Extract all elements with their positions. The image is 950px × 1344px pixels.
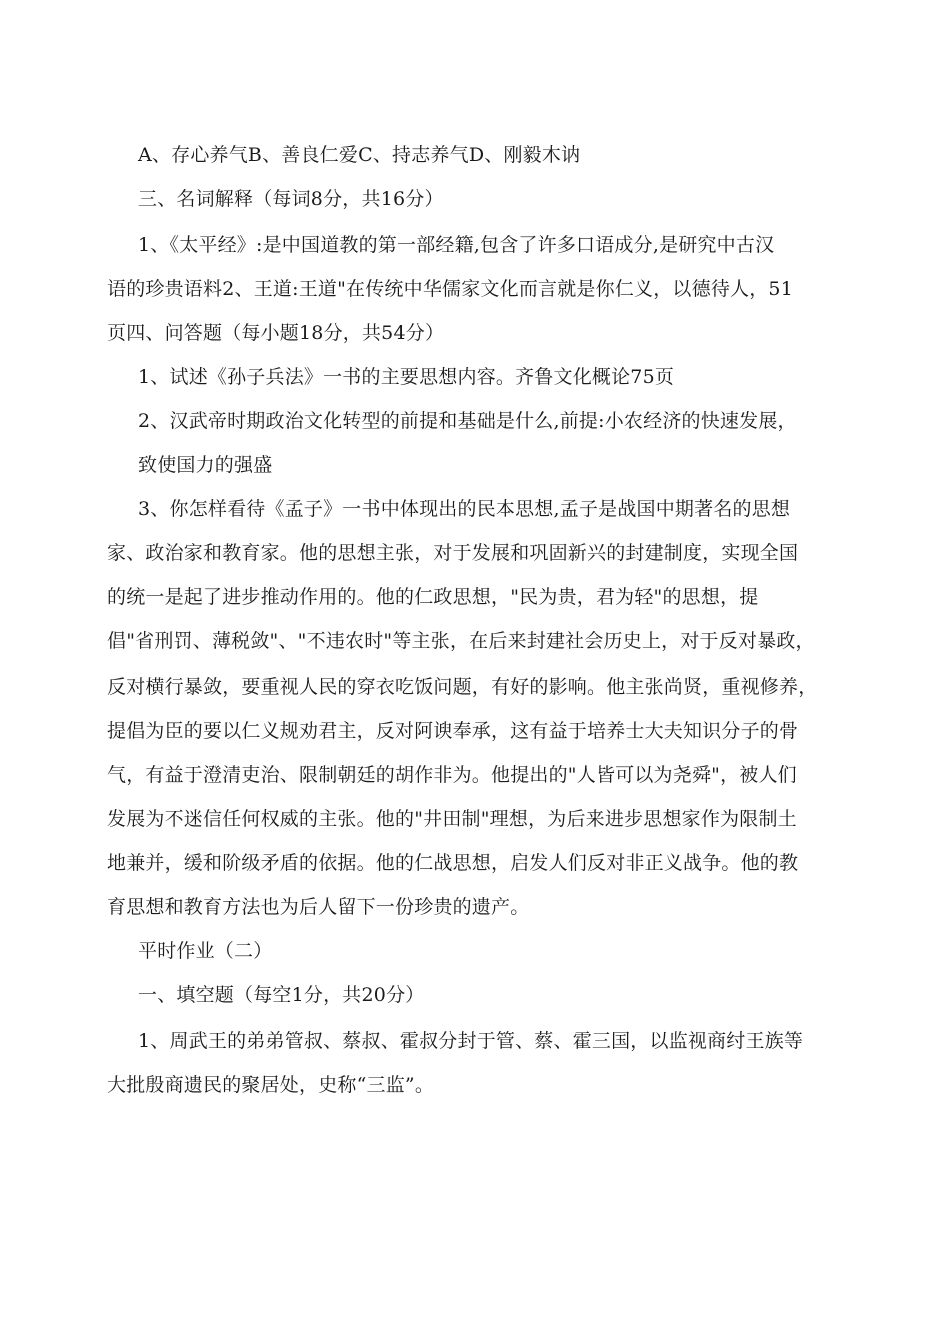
section-heading-fill-blank: 一、填空题（每空1分，共20分） <box>138 984 425 1006</box>
paragraph-line: 提倡为臣的要以仁义规劝君主，反对阿谀奉承，这有益于培养士大夫知识分子的骨 <box>107 720 799 742</box>
paragraph-line: 的统一是起了进步推动作用的。他的仁政思想，"民为贵，君为轻"的思想，提 <box>107 586 759 608</box>
section-title-homework-2: 平时作业（二） <box>138 940 273 962</box>
paragraph-line: 1、《太平经》:是中国道教的第一部经籍,包含了许多口语成分,是研究中古汉 <box>138 234 775 256</box>
question-2-line: 2、汉武帝时期政治文化转型的前提和基础是什么,前提:小农经济的快速发展， <box>138 410 797 432</box>
paragraph-line: 倡"省刑罚、薄税敛"、"不违农时"等主张，在后来封建社会历史上，对于反对暴政， <box>107 630 815 652</box>
paragraph-line: 语的珍贵语料2、王道:王道"在传统中华儒家文化而言就是你仁义，以德待人，51 <box>107 278 794 300</box>
paragraph-line: 家、政治家和教育家。他的思想主张，对于发展和巩固新兴的封建制度，实现全国 <box>107 542 799 564</box>
question-3-line: 3、你怎样看待《孟子》一书中体现出的民本思想,孟子是战国中期著名的思想 <box>138 498 791 520</box>
paragraph-line: 地兼并，缓和阶级矛盾的依据。他的仁战思想，启发人们反对非正义战争。他的教 <box>107 852 799 874</box>
paragraph-line: 1、周武王的弟弟管叔、蔡叔、霍叔分封于管、蔡、霍三国，以监视商纣王族等 <box>138 1030 804 1052</box>
paragraph-line: 发展为不迷信任何权威的主张。他的"井田制"理想，为后来进步思想家作为限制土 <box>107 808 797 830</box>
paragraph-line: 育思想和教育方法也为后人留下一份珍贵的遗产。 <box>107 896 530 918</box>
section-heading-term-explanation: 三、名词解释（每词8分，共16分） <box>138 188 444 210</box>
question-2-continuation: 致使国力的强盛 <box>138 454 273 476</box>
question-1-line: 1、试述《孙子兵法》一书的主要思想内容。齐鲁文化概论75页 <box>138 366 675 388</box>
paragraph-line: 反对横行暴敛，要重视人民的穿衣吃饭问题，有好的影响。他主张尚贤，重视修养， <box>107 676 818 698</box>
paragraph-line: 气，有益于澄清吏治、限制朝廷的胡作非为。他提出的"人皆可以为尧舜"，被人们 <box>107 764 797 786</box>
answer-options-line: A、存心养气B、善良仁爱C、持志养气D、刚毅木讷 <box>138 144 581 166</box>
paragraph-line: 页四、问答题（每小题18分，共54分） <box>107 322 445 344</box>
paragraph-line: 大批殷商遗民的聚居处，史称“三监”。 <box>107 1074 435 1096</box>
